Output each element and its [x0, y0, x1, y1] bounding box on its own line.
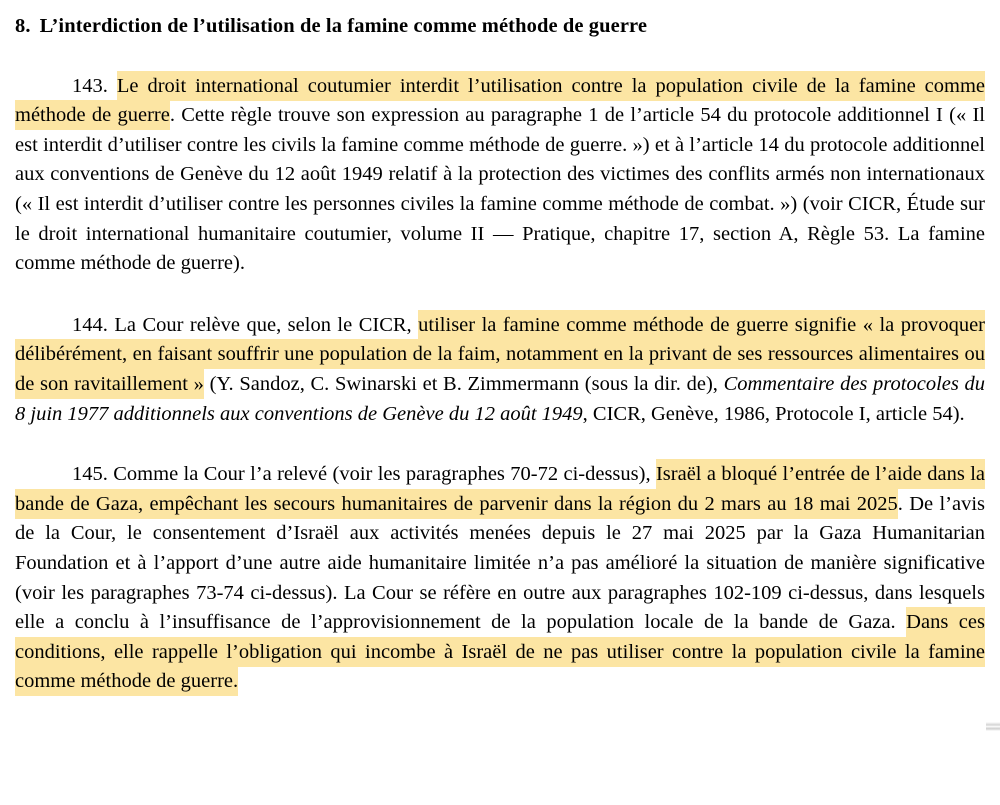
italic-citation-title: Commentaire des protocoles du 8 juin 1977 additionnels aux conventions de Genève du 12 août 1949 — [15, 372, 985, 425]
paragraph-144 — [15, 311, 985, 429]
body-text: 144. La Cour relève que, selon le CICR, — [72, 313, 419, 336]
spacer-after-heading — [15, 40, 985, 72]
section-heading — [15, 14, 985, 40]
body-text: 143. — [72, 74, 117, 97]
spacer-between-144-145 — [15, 429, 985, 460]
paragraph-143 — [15, 72, 985, 279]
body-text: . Cette règle trouve son expression au paragraphe 1 de l’article 54 du protocole additionnel I (« Il est interdit d’utiliser contre les civils la famine comme méthode de guerre. ») et à l’article 14 du protocole additionnel aux conventions de Genève du 12 août 1949 relatif à la protection des victimes des conflits armés non internationaux (« Il est interdit d’utiliser contre les personnes civiles la famine comme méthode de combat. ») (voir CICR, Étude sur le droit international humanitaire coutumier, volume II — Pratique, chapitre 17, section A, Règle 53. La famine comme méthode de guerre). — [15, 104, 985, 275]
highlighted-text: Dans ces conditions, elle rappelle l’obligation qui incombe à Israël de ne pas utiliser contre la population civile la famine comme méthode de guerre. — [15, 607, 985, 696]
highlighted-text: utiliser la famine comme méthode de guerre signifie « la provoquer délibérément, en faisant souffrir une population de la faim, notamment en la privant de ses ressources alimentaires ou de son ravitaillement » — [15, 310, 985, 399]
body-text: (Y. Sandoz, C. Swinarski et B. Zimmermann (sous la dir. de), — [203, 372, 724, 395]
document-body — [15, 14, 985, 697]
paragraph-145 — [15, 460, 985, 697]
scan-artifact — [986, 722, 1000, 731]
body-text: , CICR, Genève, 1986, Protocole I, article 54). — [582, 402, 965, 425]
spacer-between-143-144 — [15, 279, 985, 311]
section-title: L’interdiction de l’utilisation de la famine comme méthode de guerre — [39, 15, 648, 37]
highlighted-text: Le droit international coutumier interdit l’utilisation contre la population civile de la famine comme méthode de guerre — [15, 71, 985, 131]
section-number: 8. — [15, 15, 31, 37]
body-text: 145. Comme la Cour l’a relevé (voir les paragraphes 70-72 ci-dessus), — [72, 463, 656, 486]
body-text: . De l’avis de la Cour, le consentement d’Israël aux activités menées depuis le 27 mai 2025 par la Gaza Humanitarian Foundation et à l’apport d’une autre aide humanitaire limitée n’a pas amélioré la situation de manière significative (voir les paragraphes 73-74 ci-dessus). La Cour se réfère en outre aux paragraphes 102-109 ci-dessus, dans lesquels elle a conclu à l’insuffisance de l’approvisionnement de la population locale de la bande de Gaza. — [15, 492, 985, 634]
highlighted-text: Israël a bloqué l’entrée de l’aide dans la bande de Gaza, empêchant les secours humanitaires de parvenir dans la région du 2 mars au 18 mai 2025 — [15, 459, 985, 519]
